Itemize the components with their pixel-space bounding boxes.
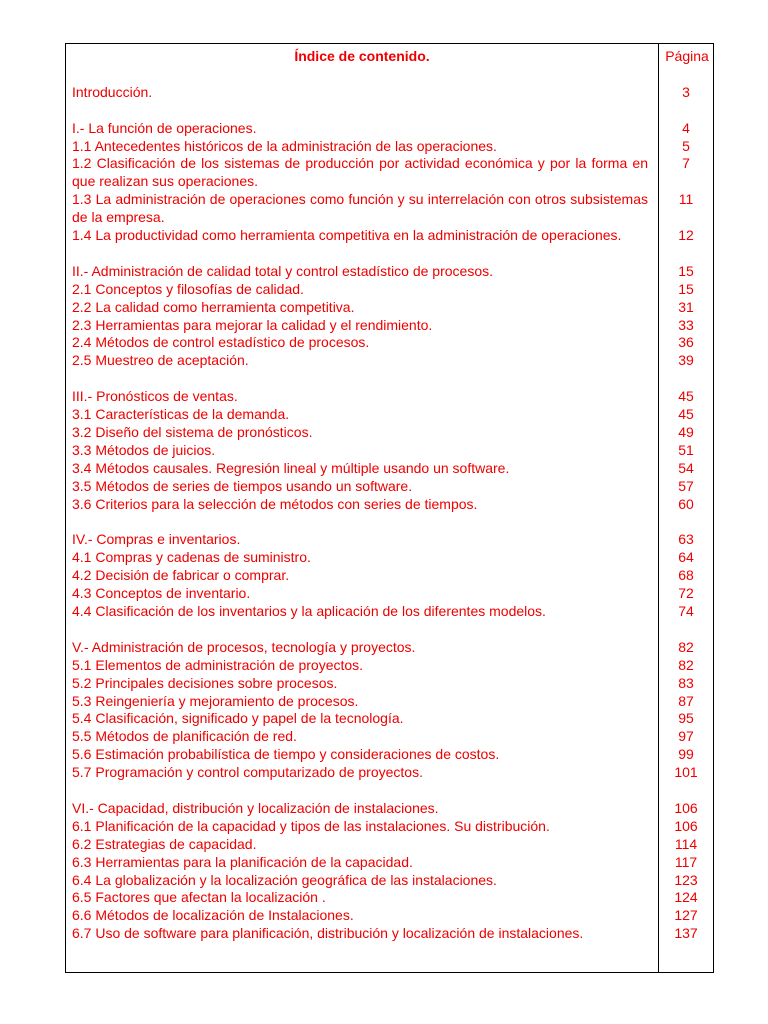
toc-entry-page: 114 [674,835,698,852]
toc-entry-page: 137 [674,925,698,942]
toc-entry [66,120,714,138]
section-spacer [66,782,714,800]
toc-section [66,388,714,513]
toc-entry-label: 1.3 La administración de operaciones como función y su interrelación con otros subsistemas de la empresa. [72,191,648,226]
toc-entry-page: 15 [678,280,694,297]
section-spacer [66,621,714,639]
toc-entry-page: 72 [678,585,694,602]
toc-entry-label: 6.1 Planificación de la capacidad y tipos de las instalaciones. Su distribución. [72,817,550,834]
toc-entry-page: 36 [678,334,694,351]
toc-entry [66,84,714,102]
toc-entry [66,836,714,854]
toc-entry [66,854,714,872]
toc-entry-page: 12 [678,227,694,244]
toc-entry-label: 4.3 Conceptos de inventario. [72,585,251,602]
section-spacer [66,370,714,388]
toc-section [66,800,714,943]
toc-entries [66,84,714,943]
toc-entry [66,352,714,370]
toc-entry-label: 5.6 Estimación probabilística de tiempo y consideraciones de costos. [72,746,500,763]
toc-entry-label: II.- Administración de calidad total y control estadístico de procesos. [72,262,493,279]
toc-entry [66,639,714,657]
toc-entry [66,406,714,424]
toc-entry [66,818,714,836]
toc-entry [66,263,714,281]
toc-entry-label: 5.7 Programación y control computarizado de proyectos. [72,764,423,781]
toc-entry-page: 39 [678,352,694,369]
toc-entry [66,138,714,156]
toc-entry-label: 1.4 La productividad como herramienta competitiva en la administración de operaciones. [72,227,622,244]
toc-entry-page: 97 [678,728,694,745]
toc-entry-page: 124 [674,889,698,906]
toc-entry-page: 31 [678,298,694,315]
toc-entry [66,442,714,460]
toc-entry-page: 83 [678,674,694,691]
toc-entry-page: 11 [678,191,694,208]
toc-entry-label: 2.1 Conceptos y filosofías de calidad. [72,280,304,297]
toc-entry-page: 68 [678,567,694,584]
section-spacer [66,514,714,532]
toc-entry-label: 4.2 Decisión de fabricar o comprar. [72,567,290,584]
toc-section [66,639,714,782]
toc-entry [66,693,714,711]
toc-entry-page: 3 [682,83,690,100]
toc-entry [66,299,714,317]
toc-entry-label: 3.3 Métodos de juicios. [72,441,216,458]
toc-entry-page: 57 [678,477,694,494]
toc-entry [66,460,714,478]
toc-entry-label: 1.1 Antecedentes históricos de la administración de las operaciones. [72,137,497,154]
toc-title: Índice de contenido. [294,48,430,64]
toc-entry-label: VI.- Capacidad, distribución y localización de instalaciones. [72,799,439,816]
toc-entry-label: 5.4 Clasificación, significado y papel de la tecnología. [72,710,404,727]
toc-entry [66,478,714,496]
toc-entry [66,317,714,335]
toc-entry-page: 49 [678,423,694,440]
toc-entry [66,531,714,549]
toc-entry [66,675,714,693]
toc-entry-page: 106 [674,817,698,834]
toc-entry [66,227,714,245]
toc-entry-page: 15 [678,262,694,279]
toc-entry-label: 1.2 Clasificación de los sistemas de producción por actividad económica y por la forma en que realizan sus operaciones. [72,155,648,190]
toc-entry-label: 3.6 Criterios para la selección de métodos con series de tiempos. [72,495,478,512]
toc-entry-label: 3.1 Características de la demanda. [72,406,290,423]
toc-entry-page: 45 [678,388,694,405]
page-column-header: Página [665,48,709,64]
toc-entry [66,585,714,603]
toc-entry [66,728,714,746]
toc-entry-label: 5.3 Reingeniería y mejoramiento de procesos. [72,692,359,709]
toc-entry-label: 6.7 Uso de software para planificación, distribución y localización de instalaciones. [72,925,584,942]
toc-entry-page: 82 [678,638,694,655]
toc-entry-page: 82 [678,656,694,673]
toc-entry-label: 6.2 Estrategias de capacidad. [72,835,257,852]
toc-entry-label: I.- La función de operaciones. [72,119,257,136]
toc-entry-page: 5 [682,137,690,154]
toc-entry-label: 3.2 Diseño del sistema de pronósticos. [72,423,313,440]
toc-entry-label: 6.5 Factores que afectan la localización . [72,889,326,906]
toc-entry [66,567,714,585]
toc-entry-label: III.- Pronósticos de ventas. [72,388,238,405]
toc-entry [66,155,714,191]
toc-entry-page: 99 [678,746,694,763]
toc-entry-label: V.- Administración de procesos, tecnología y proyectos. [72,638,416,655]
toc-entry-page: 7 [682,155,690,172]
toc-entry-page: 54 [678,459,694,476]
toc-entry-page: 63 [678,531,694,548]
toc-entry-label: 2.2 La calidad como herramienta competitiva. [72,298,355,315]
toc-entry-label: 5.5 Métodos de planificación de red. [72,728,297,745]
toc-entry-label: 6.6 Métodos de localización de Instalaciones. [72,907,354,924]
toc-entry-label: 2.3 Herramientas para mejorar la calidad y el rendimiento. [72,316,433,333]
toc-entry-label: IV.- Compras e inventarios. [72,531,241,548]
toc-entry-page: 127 [674,907,698,924]
toc-entry [66,603,714,621]
toc-entry [66,710,714,728]
toc-entry-page: 95 [678,710,694,727]
toc-section [66,263,714,370]
toc-entry-page: 74 [678,603,694,620]
toc-entry-label: 3.4 Métodos causales. Regresión lineal y múltiple usando un software. [72,459,510,476]
toc-entry [66,746,714,764]
toc-entry [66,191,714,227]
toc-entry-label: 5.2 Principales decisiones sobre procesos. [72,674,338,691]
toc-entry [66,388,714,406]
toc-entry [66,424,714,442]
toc-entry-page: 87 [678,692,694,709]
toc-entry-label: Introducción. [72,83,153,100]
toc-entry [66,334,714,352]
toc-entry-page: 117 [674,853,698,870]
toc-section [66,120,714,245]
toc-section [66,84,714,102]
toc-entry [66,872,714,890]
toc-table [65,43,714,973]
toc-entry-page: 51 [678,441,694,458]
toc-entry [66,764,714,782]
toc-entry-label: 5.1 Elementos de administración de proyectos. [72,656,364,673]
section-spacer [66,102,714,120]
toc-entry [66,549,714,567]
toc-entry-label: 6.4 La globalización y la localización geográfica de las instalaciones. [72,871,497,888]
toc-entry [66,657,714,675]
toc-entry [66,889,714,907]
toc-entry [66,907,714,925]
toc-entry-label: 3.5 Métodos de series de tiempos usando un software. [72,477,413,494]
toc-entry-page: 101 [674,764,698,781]
toc-entry [66,281,714,299]
toc-entry-page: 60 [678,495,694,512]
toc-entry-page: 123 [674,871,698,888]
toc-entry-page: 45 [678,406,694,423]
toc-entry-label: 2.5 Muestreo de aceptación. [72,352,249,369]
toc-entry-page: 64 [678,549,694,566]
section-spacer [66,245,714,263]
toc-entry [66,496,714,514]
toc-entry-page: 106 [674,799,698,816]
toc-entry-page: 4 [682,119,690,136]
toc-entry-page: 33 [678,316,694,333]
toc-entry-label: 6.3 Herramientas para la planificación de la capacidad. [72,853,413,870]
toc-section [66,531,714,621]
toc-entry [66,800,714,818]
toc-entry-label: 4.1 Compras y cadenas de suministro. [72,549,311,566]
toc-entry [66,925,714,943]
toc-entry-label: 2.4 Métodos de control estadístico de procesos. [72,334,370,351]
toc-entry-label: 4.4 Clasificación de los inventarios y la aplicación de los diferentes modelos. [72,603,546,620]
